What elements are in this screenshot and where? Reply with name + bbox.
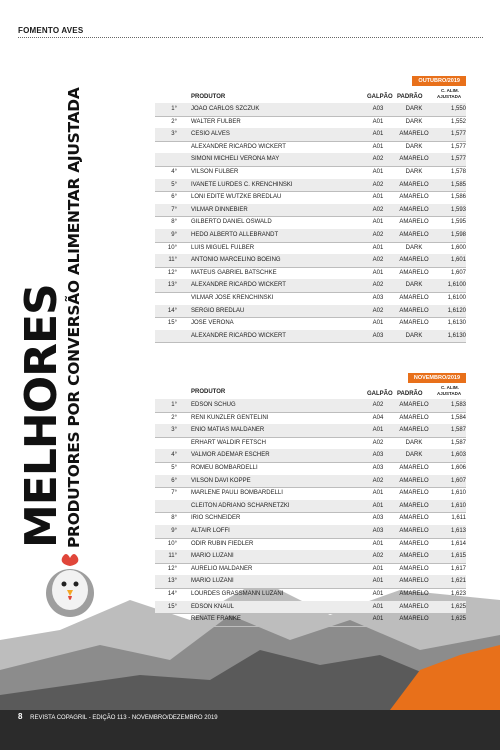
galpao-cell: A02 — [372, 232, 384, 238]
table-row — [155, 525, 466, 539]
producer-name-cell: IRIO SCHNEIDER — [191, 515, 241, 522]
producer-name-cell: ALEXANDRE RICARDO WICKERT — [191, 282, 286, 289]
table-row — [155, 613, 466, 627]
table-row — [155, 166, 466, 180]
table-row — [155, 103, 466, 117]
producer-name-cell: VILSON FULBER — [191, 169, 239, 175]
col-galpao: GALPÃO — [367, 391, 393, 397]
col-galpao: GALPÃO — [367, 94, 393, 100]
padrao-cell: AMARELO — [399, 295, 429, 301]
conversion-cell: 1,617 — [450, 565, 466, 572]
galpao-cell: A01 — [372, 143, 384, 150]
rank-cell: 1° — [171, 402, 177, 408]
title-main: MELHORES — [16, 284, 67, 548]
table-row — [155, 179, 466, 193]
producer-name-cell: ANTONIO MARCELINO BOEING — [191, 257, 281, 264]
table-row — [155, 305, 466, 319]
ranking-table-november — [155, 373, 466, 623]
galpao-cell: A02 — [372, 282, 384, 289]
conversion-cell: 1,587 — [450, 427, 466, 434]
padrao-cell: AMARELO — [399, 320, 429, 327]
padrao-cell: AMARELO — [399, 427, 429, 434]
table-row — [155, 153, 466, 167]
galpao-cell: A01 — [372, 427, 384, 434]
producer-name-cell: LOURDES GRASSMANN LUZANI — [191, 591, 284, 597]
rank-cell: 10° — [167, 244, 177, 251]
padrao-cell: AMARELO — [399, 553, 429, 560]
galpao-cell: A01 — [372, 118, 384, 125]
rank-cell: 7° — [171, 206, 177, 213]
galpao-cell: A02 — [372, 257, 384, 264]
table-row — [155, 437, 466, 451]
conversion-cell: 1,607 — [450, 477, 466, 484]
col-conv-2: AJUSTADA — [437, 94, 462, 99]
padrao-cell: AMARELO — [399, 502, 429, 509]
table-row — [155, 462, 466, 476]
table-row — [155, 204, 466, 218]
rank-cell: 9° — [171, 232, 177, 238]
ranking-table-october — [155, 76, 466, 339]
table-row — [155, 575, 466, 589]
padrao-cell: AMARELO — [399, 528, 429, 534]
galpao-cell: A01 — [372, 603, 384, 610]
conversion-cell: 1,552 — [450, 118, 466, 125]
producer-name-cell: GILBERTO DANIEL OSWALD — [191, 219, 272, 226]
galpao-cell: A04 — [372, 414, 384, 421]
period-badge: NOVEMBRO/2019 — [408, 373, 466, 383]
rank-cell: 3° — [171, 131, 177, 138]
conversion-cell: 1,610 — [450, 490, 466, 497]
conversion-cell: 1,593 — [450, 206, 466, 213]
padrao-cell: DARK — [405, 169, 423, 175]
col-conv-2: AJUSTADA — [437, 391, 462, 396]
galpao-cell: A03 — [372, 465, 384, 471]
rank-cell: 4° — [171, 169, 177, 175]
rank-cell: 2° — [171, 118, 177, 125]
conversion-cell: 1,625 — [450, 616, 466, 623]
footer — [18, 712, 218, 721]
galpao-cell: A01 — [372, 320, 384, 327]
producer-name-cell: ENIO MATIAS MALDANER — [191, 427, 265, 434]
galpao-cell: A02 — [372, 477, 384, 484]
conversion-cell: 1,598 — [450, 232, 466, 238]
table-row — [155, 254, 466, 268]
rank-cell: 12° — [167, 565, 177, 572]
padrao-cell: AMARELO — [399, 603, 429, 610]
padrao-cell: AMARELO — [399, 465, 429, 471]
galpao-cell: A01 — [372, 540, 384, 547]
padrao-cell: AMARELO — [399, 181, 429, 188]
table-row — [155, 229, 466, 243]
header-divider — [18, 37, 483, 38]
conversion-cell: 1,621 — [450, 578, 466, 585]
producer-name-cell: ERHART WALDIR FETSCH — [191, 439, 266, 446]
producer-name-cell: MARIO LUZANI — [191, 578, 234, 585]
padrao-cell: DARK — [405, 332, 423, 339]
conversion-cell: 1,613 — [450, 528, 466, 534]
col-padrao: PADRÃO — [397, 391, 423, 397]
conversion-cell: 1,577 — [450, 143, 466, 150]
table-row — [155, 141, 466, 155]
producer-name-cell: AURELIO MALDANER — [191, 565, 253, 572]
rank-cell: 4° — [171, 452, 177, 459]
conversion-cell: 1,606 — [450, 465, 466, 471]
galpao-cell: A02 — [372, 206, 384, 213]
rank-cell: 5° — [171, 181, 177, 188]
rank-cell: 5° — [171, 465, 177, 471]
table-row — [155, 563, 466, 577]
rank-cell: 6° — [171, 194, 177, 201]
table-row — [155, 216, 466, 230]
galpao-cell: A03 — [372, 295, 384, 301]
producer-name-cell: SERGIO BREDLAU — [191, 307, 245, 314]
table-row — [155, 399, 466, 413]
producer-name-cell: LONI EDITE WUTZKE BREDLAU — [191, 194, 282, 201]
conversion-cell: 1,550 — [450, 106, 466, 112]
rank-cell: 3° — [171, 427, 177, 434]
producer-name-cell: RENATE FRANKE — [191, 616, 241, 623]
conversion-cell: 1,6100 — [447, 282, 466, 289]
table-row — [155, 279, 466, 293]
table-row — [155, 424, 466, 438]
producer-name-cell: HEDO ALBERTO ALLEBRANDT — [191, 232, 279, 238]
table-row — [155, 267, 466, 281]
producer-name-cell: EDSON KNAUL — [191, 603, 235, 610]
rank-cell: 11° — [168, 257, 177, 264]
conversion-cell: 1,611 — [451, 515, 466, 522]
producer-name-cell: MARLENE PAULI BOMBARDELLI — [191, 490, 283, 497]
galpao-cell: A03 — [372, 452, 384, 459]
conversion-cell: 1,6120 — [447, 307, 466, 314]
producer-name-cell: LUIS MIGUEL FULBER — [191, 244, 255, 251]
padrao-cell: DARK — [405, 106, 423, 112]
rank-cell: 2° — [171, 414, 177, 421]
rank-cell: 6° — [171, 477, 177, 484]
padrao-cell: AMARELO — [399, 591, 429, 597]
table-row — [155, 588, 466, 602]
table-row — [155, 500, 466, 514]
padrao-cell: AMARELO — [399, 540, 429, 547]
table-row — [155, 475, 466, 489]
padrao-cell: AMARELO — [399, 414, 429, 421]
galpao-cell: A02 — [372, 181, 384, 188]
galpao-cell: A02 — [372, 307, 384, 314]
col-padrao: PADRÃO — [397, 94, 423, 100]
col-produtor: PRODUTOR — [191, 389, 226, 395]
galpao-cell: A03 — [372, 515, 384, 522]
rank-cell: 15° — [167, 320, 177, 327]
galpao-cell: A01 — [372, 565, 384, 572]
galpao-cell: A01 — [372, 490, 384, 497]
table-row — [155, 191, 466, 205]
padrao-cell: AMARELO — [399, 490, 429, 497]
padrao-cell: AMARELO — [399, 578, 429, 585]
padrao-cell: AMARELO — [399, 307, 429, 314]
producer-name-cell: ALEXANDRE RICARDO WICKERT — [191, 332, 286, 339]
producer-name-cell: WALTER FULBER — [191, 118, 241, 125]
table-row — [155, 412, 466, 426]
galpao-cell: A01 — [372, 502, 384, 509]
padrao-cell: AMARELO — [399, 477, 429, 484]
producer-name-cell: CESIO ALVES — [191, 131, 230, 138]
galpao-cell: A01 — [372, 244, 384, 251]
padrao-cell: AMARELO — [399, 402, 429, 408]
rank-cell: 8° — [171, 515, 177, 522]
galpao-cell: A01 — [372, 194, 384, 201]
rank-cell: 9° — [171, 528, 177, 534]
producer-name-cell: ALTAIR LOFFI — [191, 528, 230, 534]
producer-name-cell: ALEXANDRE RICARDO WICKERT — [191, 143, 286, 150]
producer-name-cell: MATEUS GABRIEL BATSCHKE — [191, 269, 277, 276]
conversion-cell: 1,577 — [450, 156, 466, 163]
conversion-cell: 1,615 — [450, 553, 466, 560]
rank-cell: 13° — [167, 282, 177, 289]
rank-cell: 13° — [167, 578, 177, 585]
padrao-cell: AMARELO — [399, 219, 429, 226]
col-produtor: PRODUTOR — [191, 94, 226, 100]
producer-name-cell: ROMEU BOMBARDELLI — [191, 465, 258, 471]
galpao-cell: A01 — [372, 269, 384, 276]
padrao-cell: AMARELO — [399, 257, 429, 264]
rank-cell: 7° — [171, 490, 177, 497]
conversion-cell: 1,6100 — [447, 295, 466, 301]
galpao-cell: A03 — [372, 332, 384, 339]
conversion-cell: 1,585 — [450, 181, 466, 188]
chicken-mascot-icon — [40, 548, 100, 618]
conversion-cell: 1,6130 — [447, 320, 466, 327]
table-row — [155, 487, 466, 501]
table-row — [155, 449, 466, 463]
galpao-cell: A02 — [372, 439, 384, 446]
rank-cell: 1° — [171, 106, 177, 112]
padrao-cell: AMARELO — [399, 206, 429, 213]
conversion-cell: 1,614 — [450, 540, 466, 547]
padrao-cell: DARK — [405, 118, 423, 125]
conversion-cell: 1,603 — [450, 452, 466, 459]
conversion-cell: 1,586 — [450, 194, 466, 201]
title-subtitle: PRODUTORES POR CONVERSÃO ALIMENTAR AJUSTADA — [65, 87, 83, 548]
table-row — [155, 242, 466, 256]
padrao-cell: AMARELO — [399, 616, 429, 623]
conversion-cell: 1,625 — [450, 603, 466, 610]
conversion-cell: 1,577 — [450, 131, 466, 138]
producer-name-cell: CLEITON ADRIANO SCHARNETZKI — [191, 502, 290, 509]
padrao-cell: AMARELO — [399, 232, 429, 238]
conversion-cell: 1,601 — [450, 257, 466, 264]
conversion-cell: 1,623 — [450, 591, 466, 597]
rank-cell: 8° — [171, 219, 177, 226]
conversion-cell: 1,587 — [450, 439, 466, 446]
producer-name-cell: JOAO CARLOS SZCZUK — [191, 106, 260, 112]
footer-text: REVISTA COPAGRIL - EDIÇÃO 113 - NOVEMBRO/DEZEMBRO 2019 — [30, 715, 218, 721]
conversion-cell: 1,583 — [450, 402, 466, 408]
padrao-cell: DARK — [405, 244, 423, 251]
padrao-cell: AMARELO — [399, 194, 429, 201]
galpao-cell: A02 — [372, 156, 384, 163]
conversion-cell: 1,607 — [450, 269, 466, 276]
vertical-title — [16, 87, 83, 548]
table-row — [155, 512, 466, 526]
col-conv-1: C. ALIM. — [441, 385, 459, 390]
padrao-cell: DARK — [405, 143, 423, 150]
table-header — [155, 86, 466, 104]
period-badge: OUTUBRO/2019 — [412, 76, 466, 86]
col-conv-1: C. ALIM. — [441, 88, 459, 93]
header-section: FOMENTO AVES — [18, 26, 84, 35]
table-row — [155, 538, 466, 552]
galpao-cell: A03 — [372, 106, 384, 112]
galpao-cell: A02 — [372, 553, 384, 560]
producer-name-cell: ODIR RUBIN FIEDLER — [191, 540, 254, 547]
galpao-cell: A01 — [372, 169, 384, 175]
padrao-cell: AMARELO — [399, 269, 429, 276]
table-row — [155, 601, 466, 615]
galpao-cell: A01 — [372, 131, 384, 138]
galpao-cell: A01 — [372, 591, 384, 597]
rank-cell: 15° — [167, 603, 177, 610]
padrao-cell: AMARELO — [399, 156, 429, 163]
conversion-cell: 1,6130 — [447, 332, 466, 339]
galpao-cell: A02 — [372, 402, 384, 408]
rank-cell: 10° — [167, 540, 177, 547]
page-number: 8 — [18, 712, 23, 721]
rank-cell: 11° — [168, 553, 177, 560]
table-row — [155, 116, 466, 130]
table-row — [155, 292, 466, 306]
producer-name-cell: VILSON DAVI KOPPE — [191, 477, 251, 484]
table-row — [155, 317, 466, 331]
producer-name-cell: EDSON SCHUG — [191, 402, 236, 408]
padrao-cell: DARK — [405, 282, 423, 289]
producer-name-cell: IVANETE LURDES C. KRENCHINSKI — [191, 181, 293, 188]
padrao-cell: AMARELO — [399, 131, 429, 138]
padrao-cell: DARK — [405, 439, 423, 446]
padrao-cell: DARK — [405, 452, 423, 459]
table-row — [155, 330, 466, 344]
producer-name-cell: MARIO LUZANI — [191, 553, 234, 560]
galpao-cell: A01 — [372, 219, 384, 226]
galpao-cell: A03 — [372, 528, 384, 534]
conversion-cell: 1,578 — [450, 169, 466, 175]
rank-cell: 14° — [167, 307, 177, 314]
table-row — [155, 128, 466, 142]
producer-name-cell: VALMOR ADEMAR ESCHER — [191, 452, 270, 459]
padrao-cell: AMARELO — [399, 515, 429, 522]
conversion-cell: 1,595 — [450, 219, 466, 226]
producer-name-cell: VILMAR JOSE KRENCHINSKI — [191, 295, 274, 301]
producer-name-cell: VILMAR DINNEBIER — [191, 206, 248, 213]
producer-name-cell: SIMONI MICHELI VERONA MAY — [191, 156, 280, 163]
padrao-cell: AMARELO — [399, 565, 429, 572]
producer-name-cell: RENI KUNZLER GENTELINI — [191, 414, 269, 421]
galpao-cell: A01 — [372, 616, 384, 623]
rank-cell: 14° — [167, 591, 177, 597]
table-row — [155, 550, 466, 564]
conversion-cell: 1,610 — [450, 502, 466, 509]
galpao-cell: A01 — [372, 578, 384, 585]
rank-cell: 12° — [167, 269, 177, 276]
conversion-cell: 1,584 — [450, 414, 466, 421]
conversion-cell: 1,600 — [450, 244, 466, 251]
producer-name-cell: JOSE VERONA — [191, 320, 234, 327]
